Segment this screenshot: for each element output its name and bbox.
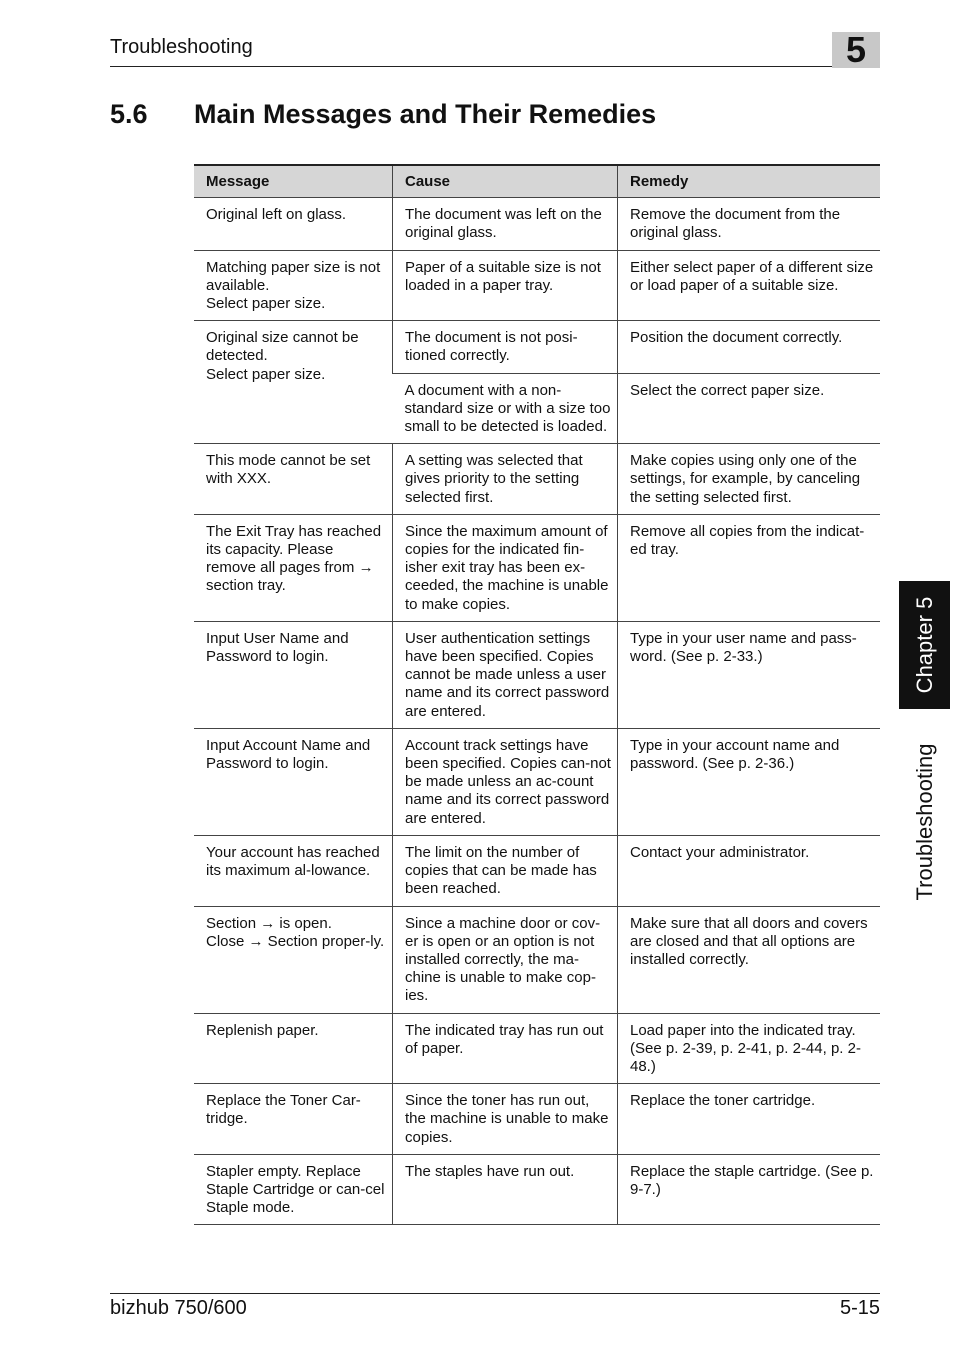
cause-cell: A document with a non-standard size or with a size too small to be detected is loaded. [393,373,618,444]
chapter-number-box: 5 [832,32,880,68]
table-header-row [194,165,880,198]
section-title: Main Messages and Their Remedies [194,99,657,129]
cause-cell: Since the toner has run out, the machine is unable to make copies. [393,1084,618,1155]
cause-cell: Since a machine door or cov-er is open or an option is not installed correctly, the ma-chine is unable to make cop-ies. [393,906,618,1013]
table-row [194,1154,880,1225]
section-number: 5.6 [110,99,148,129]
remedy-cell: Type in your user name and pass-word. (See p. 2-33.) [618,621,881,728]
footer-rule [110,1293,880,1294]
remedy-cell: Replace the toner cartridge. [618,1084,881,1155]
messages-table [194,164,880,1225]
cause-cell: User authentication settings have been specified. Copies cannot be made unless a user name and its correct password are entered. [393,621,618,728]
column-header-cause: Cause [393,165,618,198]
cause-cell: The staples have run out. [393,1154,618,1225]
table-row [194,198,880,250]
message-cell: The Exit Tray has reached its capacity. Please remove all pages from → section tray. [194,514,393,621]
remedy-cell: Load paper into the indicated tray. (See p. 2-39, p. 2-41, p. 2-44, p. 2-48.) [618,1013,881,1084]
remedy-cell: Make copies using only one of the settings, for example, by canceling the setting selected first. [618,444,881,515]
cause-cell: Since the maximum amount of copies for the indicated fin-isher exit tray has been ex-ceeded, the machine is unable to make copies. [393,514,618,621]
remedy-cell: Make sure that all doors and covers are closed and that all options are installed correctly. [618,906,881,1013]
table-row [194,835,880,906]
table-row [194,321,880,373]
header-rule [110,66,832,67]
message-cell: Matching paper size is not available. Select paper size. [194,250,393,321]
cause-cell: Account track settings have been specified. Copies can-not be made unless an ac-count name and its correct password are entered. [393,728,618,835]
section-heading [110,99,656,130]
table-row [194,444,880,515]
remedy-cell: Replace the staple cartridge. (See p. 9-7.) [618,1154,881,1225]
cause-cell: The document was left on the original glass. [393,198,618,250]
table-row [194,906,880,1013]
table-row [194,250,880,321]
table-row [194,1013,880,1084]
footer-page-number: 5-15 [839,1297,880,1319]
side-tab-topic [899,712,950,932]
message-cell: Section → is open. Close → Section proper-ly. [194,906,393,1013]
footer-product: bizhub 750/600 [110,1297,247,1319]
table-row [194,1084,880,1155]
remedy-cell: Select the correct paper size. [618,373,881,444]
message-cell: Original left on glass. [194,198,393,250]
message-cell: Replenish paper. [194,1013,393,1084]
message-cell: Input User Name and Password to login. [194,621,393,728]
cause-cell: The document is not posi-tioned correctly. [393,321,618,373]
remedy-cell: Remove all copies from the indicat-ed tray. [618,514,881,621]
message-cell: Input Account Name and Password to login. [194,728,393,835]
remedy-cell: Position the document correctly. [618,321,881,373]
cause-cell: The limit on the number of copies that can be made has been reached. [393,835,618,906]
remedy-cell: Contact your administrator. [618,835,881,906]
remedy-cell: Type in your account name and password. (See p. 2-36.) [618,728,881,835]
cause-cell: A setting was selected that gives priority to the setting selected first. [393,444,618,515]
message-cell: Stapler empty. Replace Staple Cartridge or can-cel Staple mode. [194,1154,393,1225]
cause-cell: The indicated tray has run out of paper. [393,1013,618,1084]
message-cell: Replace the Toner Car-tridge. [194,1084,393,1155]
column-header-message: Message [194,165,393,198]
message-cell: This mode cannot be set with XXX. [194,444,393,515]
side-tab-chapter-label: Chapter 5 [911,596,937,694]
column-header-remedy: Remedy [618,165,881,198]
remedy-cell: Remove the document from the original glass. [618,198,881,250]
side-tab-chapter [899,581,950,709]
table-row [194,621,880,728]
table-row [194,728,880,835]
table-row [194,514,880,621]
message-cell: Your account has reached its maximum al-lowance. [194,835,393,906]
header-title: Troubleshooting [110,36,253,58]
message-cell: Original size cannot be detected. Select paper size. [194,321,393,444]
cause-cell: Paper of a suitable size is not loaded in a paper tray. [393,250,618,321]
side-tab-topic-label: Troubleshooting [911,743,937,901]
remedy-cell: Either select paper of a different size or load paper of a suitable size. [618,250,881,321]
